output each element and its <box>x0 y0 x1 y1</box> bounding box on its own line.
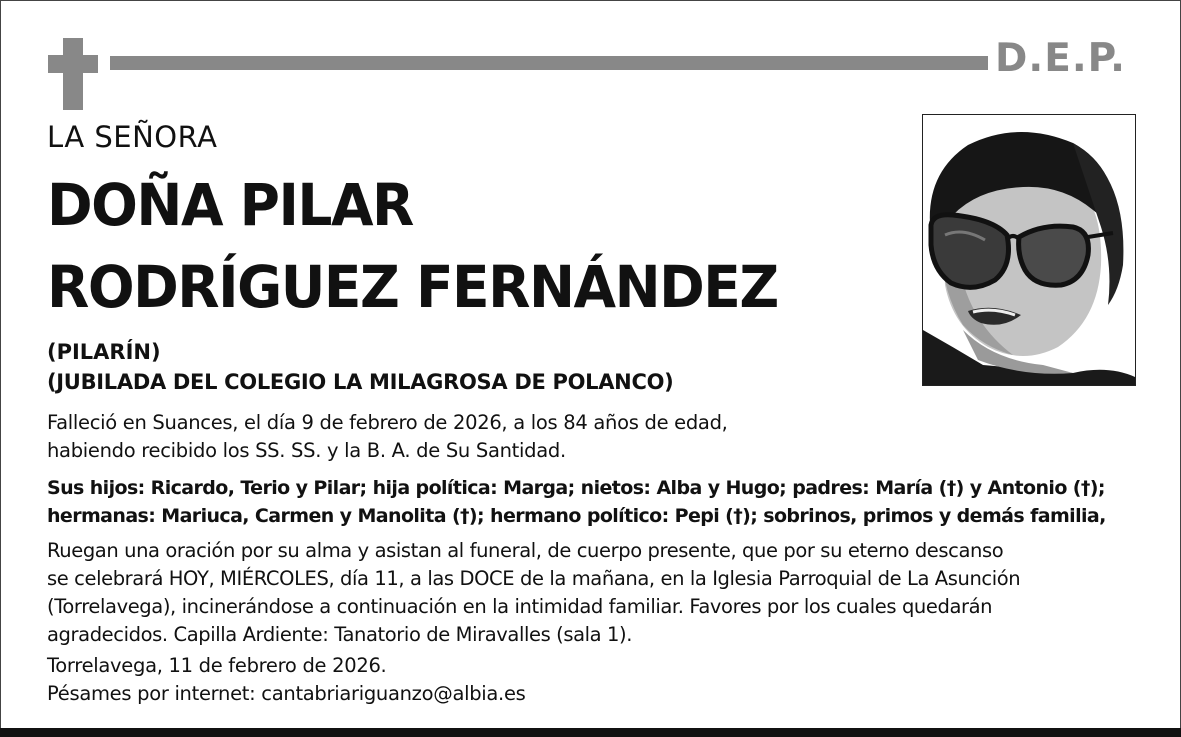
deceased-name-line1: DOÑA PILAR <box>47 170 413 239</box>
death-line: habiendo recibido los SS. SS. y la B. A. de Su Santidad. <box>47 439 566 462</box>
portrait-photo <box>922 114 1136 386</box>
footer-paragraph <box>47 652 526 708</box>
dep-label: D.E.P. <box>995 36 1126 81</box>
family-paragraph <box>47 474 1106 530</box>
funeral-line: (Torrelavega), incinerándose a continuación en la intimidad familiar. Favores por los cuales quedarán <box>47 595 993 618</box>
funeral-line: se celebrará HOY, MIÉRCOLES, día 11, a las DOCE de la mañana, en la Iglesia Parroquial de La Asunción <box>47 567 1021 590</box>
condolences-line: Pésames por internet: cantabriariguanzo@albia.es <box>47 682 526 705</box>
funeral-line: Ruegan una oración por su alma y asistan al funeral, de cuerpo presente, que por su eterno descanso <box>47 539 1004 562</box>
family-line: hermanas: Mariuca, Carmen y Manolita (†); hermano político: Pepi (†); sobrinos, primos y demás familia, <box>47 505 1106 527</box>
bottom-rule <box>0 728 1181 737</box>
funeral-line: agradecidos. Capilla Ardiente: Tanatorio de Miravalles (sala 1). <box>47 623 633 646</box>
occupation: (JUBILADA DEL COLEGIO LA MILAGROSA DE POLANCO) <box>47 370 674 394</box>
death-line: Falleció en Suances, el día 9 de febrero de 2026, a los 84 años de edad, <box>47 411 728 434</box>
deceased-name-line2: RODRÍGUEZ FERNÁNDEZ <box>47 252 778 321</box>
header-rule <box>110 56 988 70</box>
family-line: Sus hijos: Ricardo, Terio y Pilar; hija política: Marga; nietos: Alba y Hugo; padres: María (†) y Antonio (†); <box>47 477 1105 499</box>
nickname: (PILARÍN) <box>47 340 161 364</box>
place-date-line: Torrelavega, 11 de febrero de 2026. <box>47 654 387 677</box>
funeral-paragraph <box>47 537 1020 649</box>
death-paragraph <box>47 409 728 465</box>
honorific-prefix: LA SEÑORA <box>47 120 218 154</box>
